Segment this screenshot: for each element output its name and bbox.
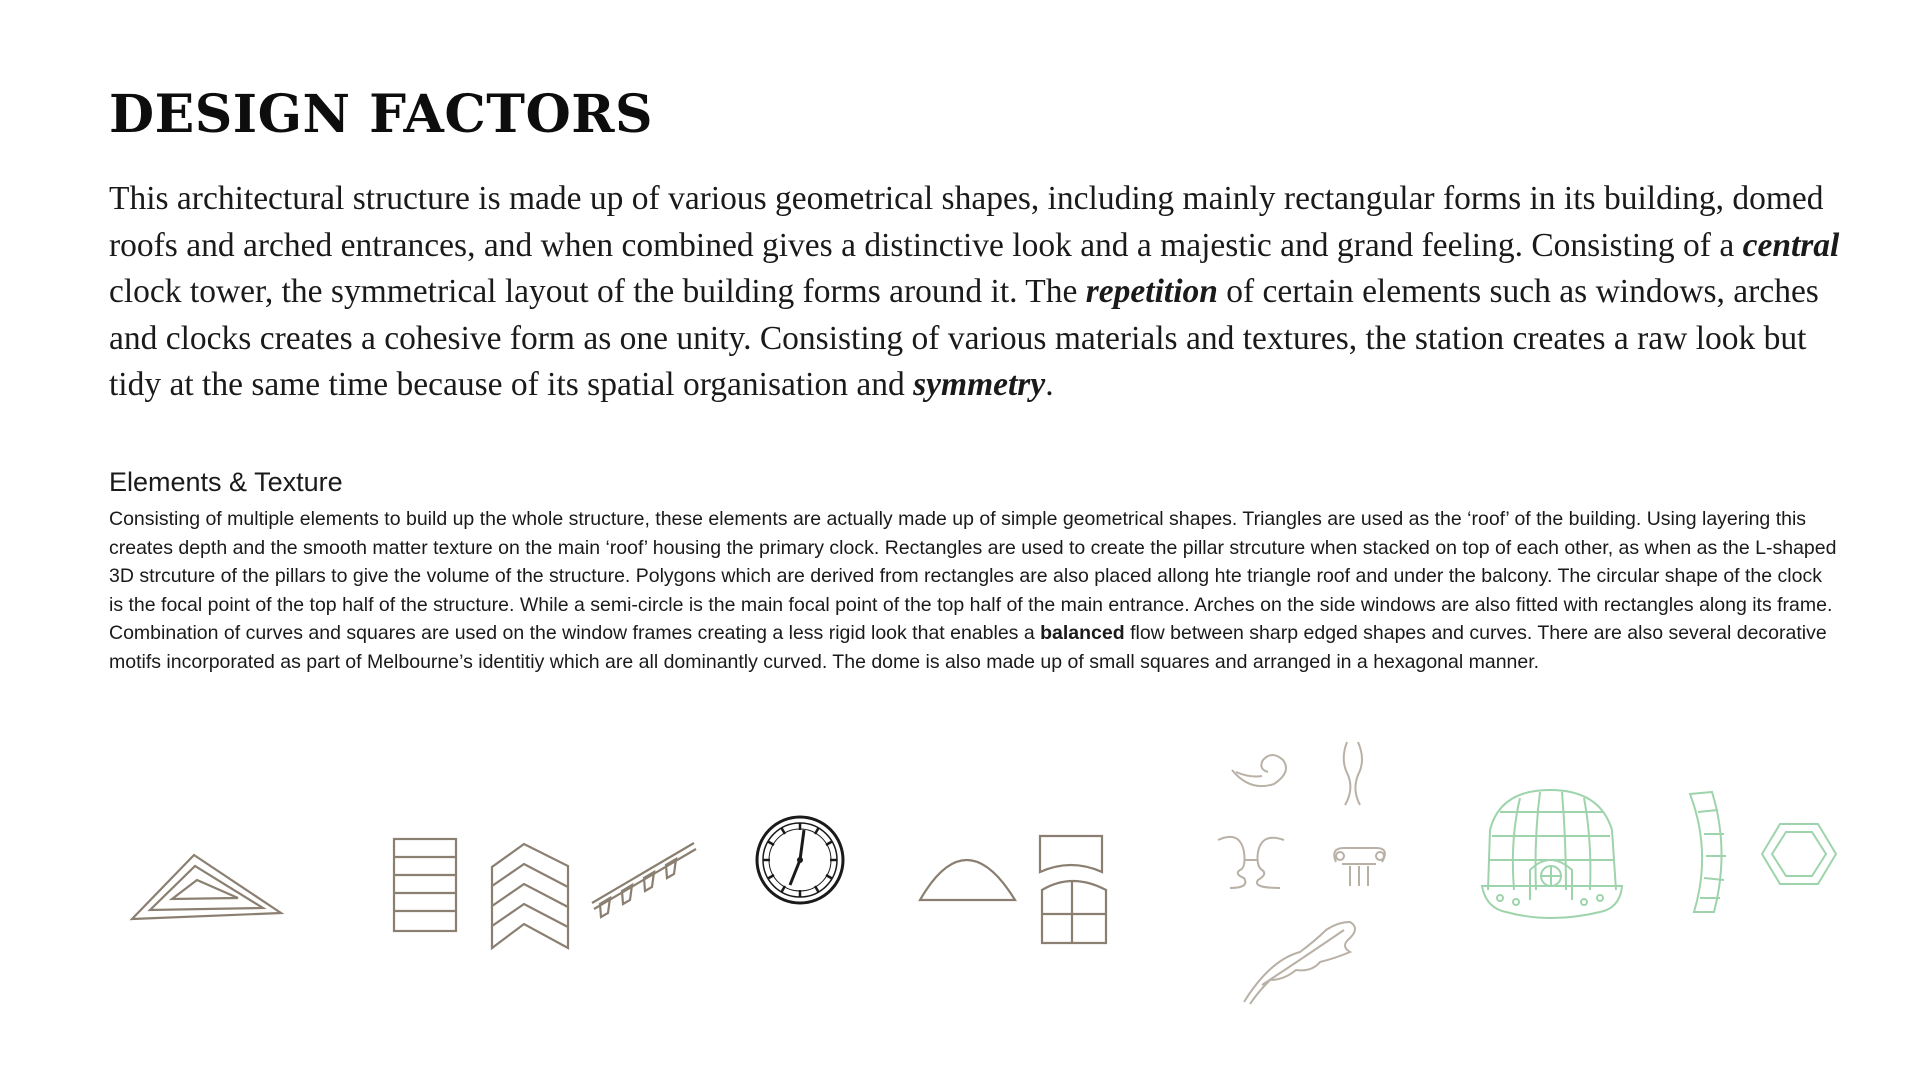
intro-emphasis-central: central xyxy=(1742,226,1840,264)
curved-pillar-icon xyxy=(1690,792,1726,912)
intro-text-4: . xyxy=(1045,366,1054,403)
curved-x-motif-icon xyxy=(1218,837,1284,888)
intro-text-1: This architectural structure is made up of various geometrical shapes, including mainly rectangular forms in its building, domed roofs and arched entrances, and when combined gives a distinctive look and a majestic and grand feeling. Consisting of a xyxy=(109,180,1824,264)
intro-paragraph xyxy=(109,176,1849,409)
leaf-motif-icon xyxy=(1244,922,1355,1004)
intro-text-3: of certain elements such as windows, arches and clocks creates a cohesive form as one unity. Consisting of various materials and textures, the station creates a raw look but tidy at the same time because of its spatial organisation and xyxy=(109,273,1819,403)
hexagon-icon xyxy=(1762,824,1836,884)
layered-triangle-icon xyxy=(132,855,281,919)
intro-emphasis-repetition: repetition xyxy=(1085,273,1218,310)
column-capital-icon xyxy=(1334,848,1385,886)
section-body-text-2: flow between sharp edged shapes and curves. There are also several decorative motifs incorporated as part of Melbourne’s identitiy which are all dominantly curved. The dome is also made up of small squares and arranged in a hexagonal manner. xyxy=(109,622,1827,673)
semicircle-arch-icon xyxy=(920,860,1015,900)
clock-icon xyxy=(757,817,843,903)
stacked-rectangles-icon xyxy=(394,839,456,931)
section-heading: Elements & Texture xyxy=(109,467,343,497)
chevron-stack-icon xyxy=(492,844,568,948)
section-body-text-1: Consisting of multiple elements to build up the whole structure, these elements are actually made up of simple geometrical shapes. Triangles are used as the ‘roof’ of the building. Using layering this creates depth and the smooth matter texture on the main ‘roof’ housing the primary clock. Rectangles are used to create the pillar strcuture when stacked on top of each other, as when as the L-shaped 3D strcuture of the pillars to give the volume of the structure. Polygons which are derived from rectangles are also placed allong hte triangle roof and under the balcony. The circular shape of the clock is the focal point of the top half of the structure. While a semi-circle is the main focal point of the top half of the main entrance. Arches on the side windows are also fitted with rectangles along its frame. Combination of curves and squares are used on the window frames creating a less rigid look that enables a xyxy=(109,508,1837,644)
arched-window-icon xyxy=(1040,836,1106,943)
section-body xyxy=(109,505,1839,676)
page-title: DESIGN FACTORS xyxy=(109,84,654,145)
spiral-motif-icon xyxy=(1232,755,1286,786)
intro-text-2: clock tower, the symmetrical layout of the building forms around it. The xyxy=(109,273,1086,310)
intro-emphasis-symmetry: symmetry xyxy=(913,366,1046,403)
section-body-bold: balanced xyxy=(1040,622,1125,644)
dome-grid-icon xyxy=(1482,790,1622,918)
wavy-lines-motif-icon xyxy=(1344,742,1362,805)
balcony-polygons-icon xyxy=(592,843,696,917)
